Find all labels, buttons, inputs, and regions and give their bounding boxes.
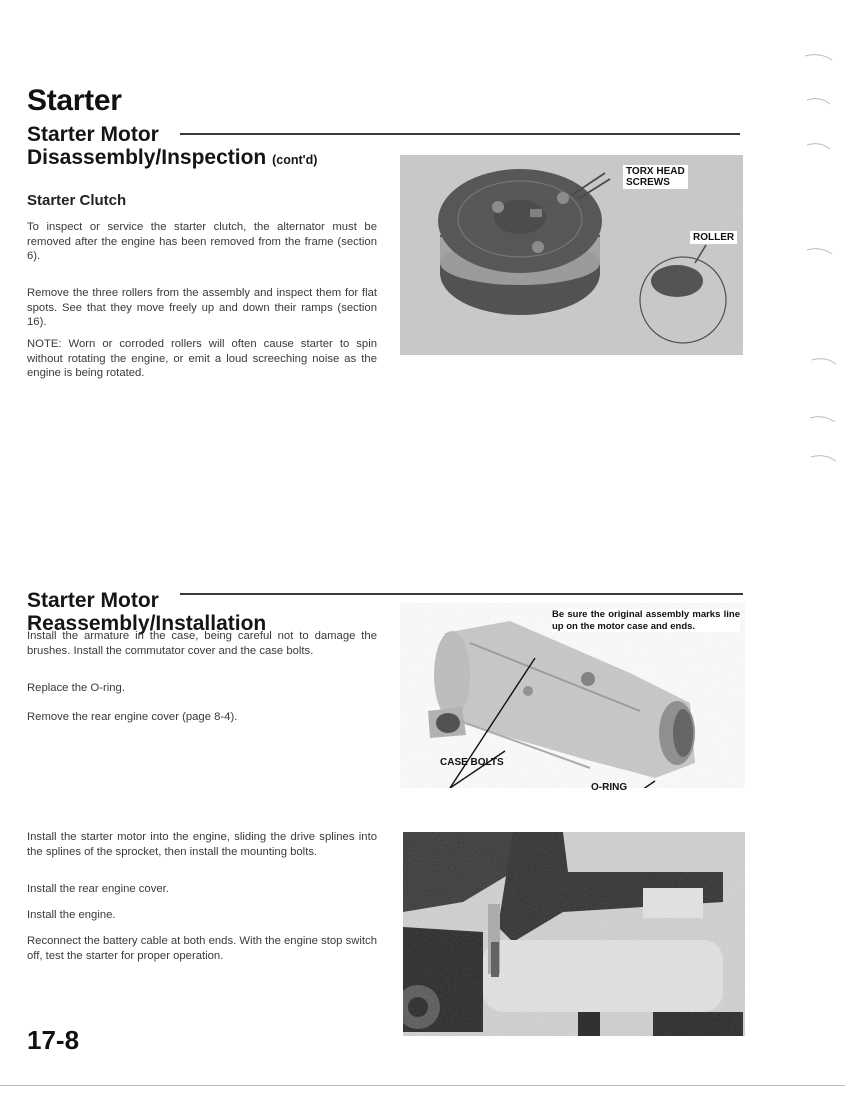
chapter-title: Starter (27, 84, 122, 117)
paragraph: Remove the rear engine cover (page 8-4). (27, 711, 238, 723)
bottom-rule (0, 1085, 845, 1086)
section-rule (180, 593, 743, 595)
section-title-line1: Starter Motor (27, 123, 159, 146)
section-rule (180, 133, 740, 135)
binding-hole-mark (807, 249, 832, 254)
paragraph: To inspect or service the starter clutch, the alternator must be removed after the engine has been removed from the frame (section 6). (27, 221, 377, 263)
section-title-line2 (27, 147, 317, 171)
subheading-starter-clutch: Starter Clutch (27, 192, 127, 209)
torx-head-screws-label (623, 165, 688, 189)
section-title-line1: Starter Motor (27, 589, 159, 612)
binding-hole-mark (810, 417, 835, 422)
binding-hole-mark (805, 55, 832, 60)
section-title-line2: Reassembly/Installation (27, 612, 267, 635)
binding-hole-mark (811, 456, 836, 461)
binding-hole-mark (812, 359, 836, 364)
section-title-text: Disassembly/Inspection (27, 146, 267, 169)
margin-binding-marks (780, 0, 845, 1110)
starter-clutch-photo (400, 155, 743, 355)
paragraph: Install the armature in the case, being careful not to damage the brushes. Install the commutator cover and the case bolts. (27, 630, 377, 657)
installed-starter-illustration (403, 832, 745, 1036)
paragraph: Install the starter motor into the engine, sliding the drive splines into the splines of the sprocket, then install the mounting bolts. (27, 831, 377, 858)
installed-starter-photo (403, 832, 745, 1036)
binding-hole-mark (807, 99, 830, 104)
torx-label-line1: TORX HEAD (626, 166, 685, 177)
paragraph: Install the engine. (27, 909, 116, 921)
section-heading-disassembly (27, 124, 317, 171)
o-ring-label: O-RING (591, 782, 628, 793)
case-bolts-label: CASE BOLTS (440, 757, 504, 768)
starter-clutch-illustration (400, 155, 743, 355)
contd-label: (cont'd) (272, 153, 318, 167)
paragraph: Remove the three rollers from the assembly and inspect them for flat spots. See that they move freely up and down their ramps (section 16). (27, 287, 377, 329)
binding-hole-mark (807, 144, 830, 149)
torx-label-line2: SCREWS (626, 177, 670, 188)
paragraph: Install the rear engine cover. (27, 883, 169, 895)
paragraph: Replace the O-ring. (27, 682, 125, 694)
page-number: 17-8 (27, 1025, 80, 1055)
assembly-marks-caption: Be sure the original assembly marks line up on the motor case and ends. (552, 609, 740, 632)
roller-label: ROLLER (690, 231, 737, 244)
paragraph: Reconnect the battery cable at both ends. With the engine stop switch off, test the starter for proper operation. (27, 935, 377, 962)
paragraph-note: NOTE: Worn or corroded rollers will often cause starter to spin without rotating the engine, or emit a loud screeching noise as the engine is being rotated. (27, 338, 377, 380)
